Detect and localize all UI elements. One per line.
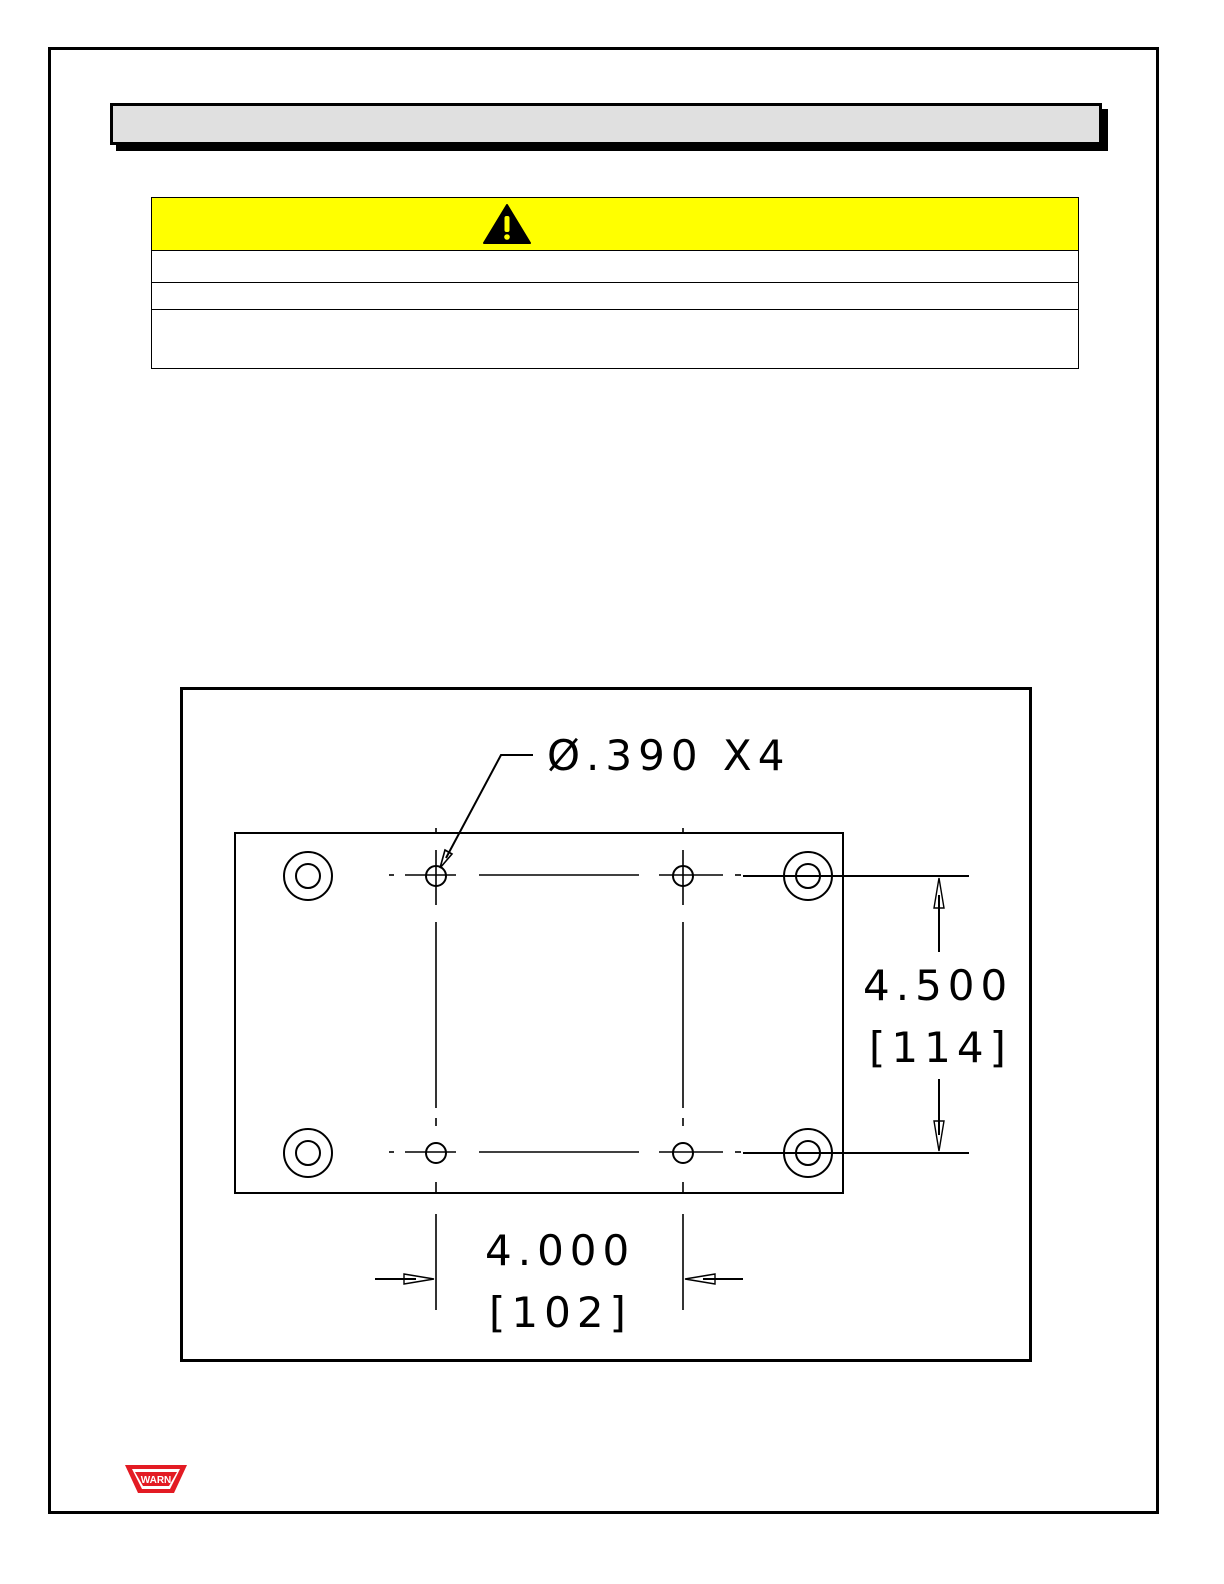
horizontal-dimension-lines [375, 1274, 743, 1284]
mounting-pattern-figure [180, 687, 1032, 1362]
warning-box [151, 197, 1079, 369]
hole-callout: Ø.390 X4 [547, 731, 791, 780]
mounting-drawing [183, 690, 1029, 1359]
corner-hole [284, 1129, 332, 1177]
warn-logo-text: WARN [140, 1475, 172, 1486]
vertical-dim-inch: 4.500 [863, 961, 1014, 1010]
title-bar [110, 103, 1102, 145]
warning-header [152, 198, 1078, 251]
callout-leader [440, 755, 533, 868]
corner-hole [284, 852, 332, 900]
vertical-dimension-lines [743, 876, 969, 1153]
warning-row [152, 310, 1078, 368]
mounting-hole [426, 1143, 446, 1163]
horizontal-dim-inch: 4.000 [485, 1226, 636, 1275]
plate-outline [235, 833, 843, 1193]
vertical-dim-mm: [114] [869, 1023, 1012, 1072]
warn-logo [124, 1463, 188, 1495]
horizontal-dim-mm: [102] [489, 1288, 632, 1337]
warning-row [152, 283, 1078, 310]
warning-triangle-icon [482, 203, 532, 245]
warning-row [152, 251, 1078, 283]
mounting-hole [673, 1143, 693, 1163]
